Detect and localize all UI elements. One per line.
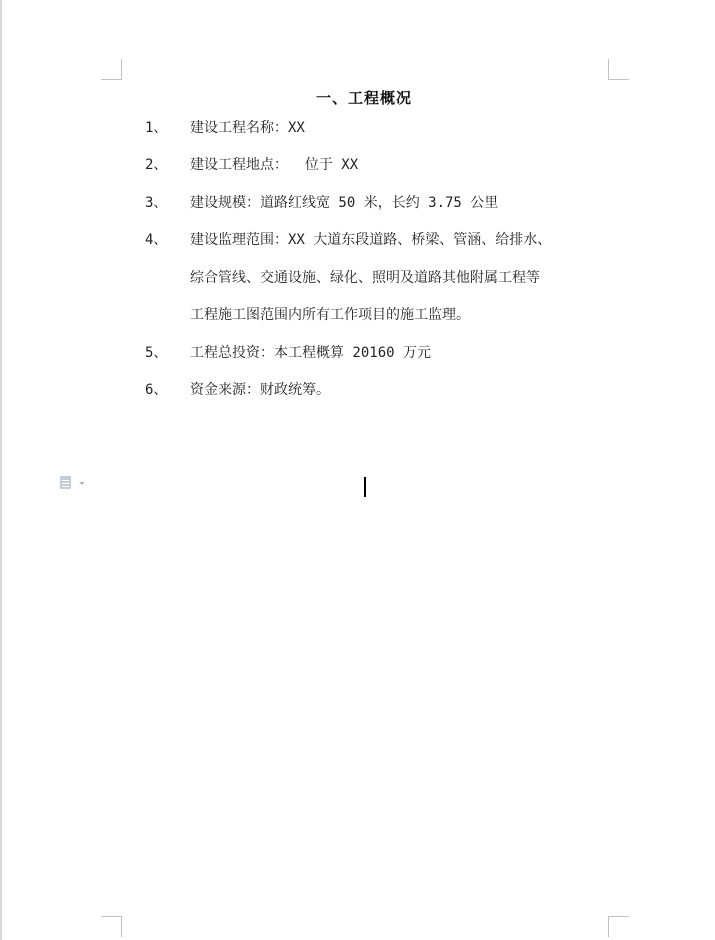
list-item[interactable] [145,110,305,147]
page-edge [0,0,2,940]
list-item-number: 6、 [145,382,168,398]
list-item-continuation[interactable]: 工程施工图范围内所有工作项目的施工监理。 [190,307,470,323]
list-item-number: 5、 [145,345,168,361]
list-item-text: 资金来源：财政统筹。 [190,382,330,398]
list-item-number: 2、 [145,157,168,173]
list-item-text: 建设规模：道路红线宽 50 米，长约 3.75 公里 [190,195,499,211]
list-item[interactable] [145,372,330,409]
margin-corner-bottom-right [608,916,629,937]
list-item-number: 3、 [145,195,168,211]
list-item-continuation[interactable]: 综合管线、交通设施、绿化、照明及道路其他附属工程等 [190,270,540,286]
list-item[interactable] [145,147,358,184]
document-icon[interactable] [60,476,71,489]
list-item[interactable] [145,185,498,222]
chevron-down-icon[interactable] [79,482,85,485]
section-title[interactable]: 一、工程概况 [315,89,412,107]
list-item-number: 1、 [145,120,168,136]
list-item-text: 建设监理范围：XX 大道东段道路、桥梁、管涵、给排水、 [190,232,552,248]
list-item-text: 建设工程地点： 位于 XX [190,157,359,173]
margin-corner-top-left [101,59,122,80]
margin-corner-top-right [608,59,629,80]
list-item-text: 工程总投资：本工程概算 20160 万元 [190,345,432,361]
list-item-text: 建设工程名称：XX [190,120,305,136]
margin-corner-bottom-left [101,916,122,937]
list-item-number: 4、 [145,232,168,248]
text-cursor [364,477,366,497]
list-item[interactable] [145,222,551,259]
list-item[interactable] [145,335,431,372]
